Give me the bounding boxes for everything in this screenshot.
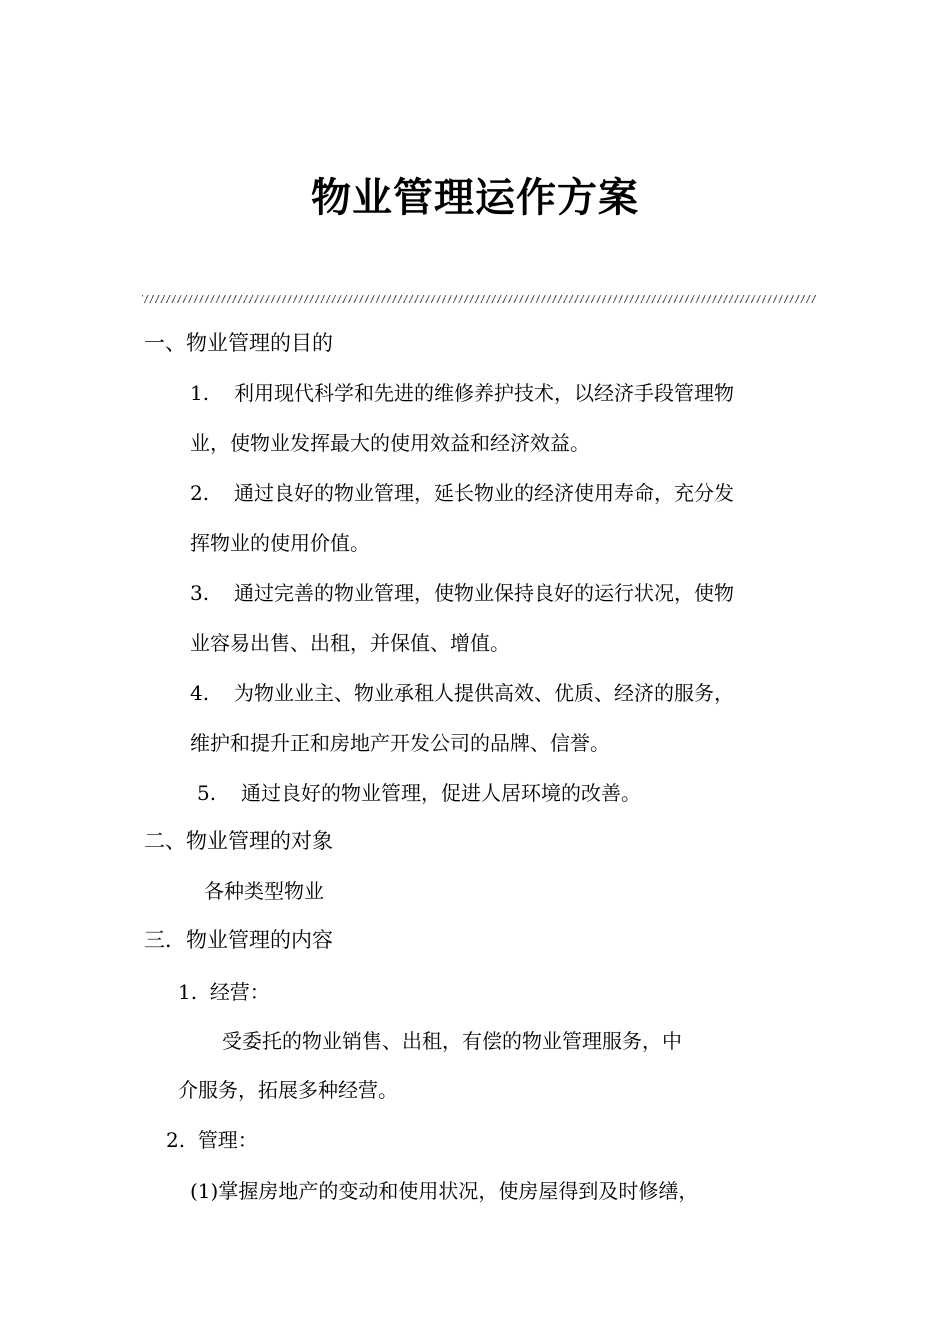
content-sub-1-line-2: 介服务，拓展多种经营。 bbox=[178, 1078, 398, 1102]
item-number: 4. bbox=[190, 681, 210, 705]
item-number: 3. bbox=[190, 581, 210, 605]
item-number: 1. bbox=[190, 381, 210, 405]
purpose-item-4-line-2: 维护和提升正和房地产开发公司的品牌、信誉。 bbox=[190, 731, 610, 755]
section-heading-purpose: 一、物业管理的目的 bbox=[144, 331, 333, 355]
purpose-item-1-line-2: 业，使物业发挥最大的使用效益和经济效益。 bbox=[190, 431, 590, 455]
decorative-divider bbox=[142, 295, 816, 303]
purpose-item-2-line-1: 2. 通过良好的物业管理，延长物业的经济使用寿命，充分发 bbox=[190, 478, 734, 508]
section-heading-objects: 二、物业管理的对象 bbox=[144, 829, 333, 853]
item-number: 2. bbox=[190, 481, 210, 505]
purpose-item-5-line-1: 5. 通过良好的物业管理，促进人居环境的改善。 bbox=[197, 778, 641, 808]
objects-text: 各种类型物业 bbox=[204, 879, 324, 903]
item-number: 5. bbox=[197, 781, 217, 805]
content-sub-2-line-1: (1)掌握房地产的变动和使用状况，使房屋得到及时修缮， bbox=[190, 1179, 699, 1203]
purpose-item-3-line-1: 3. 通过完善的物业管理，使物业保持良好的运行状况，使物 bbox=[190, 578, 734, 608]
purpose-item-2-line-2: 挥物业的使用价值。 bbox=[190, 531, 370, 555]
purpose-item-1-line-1: 1. 利用现代科学和先进的维修养护技术，以经济手段管理物 bbox=[190, 378, 734, 408]
item-number: 1. bbox=[178, 980, 198, 1004]
document-title: 物业管理运作方案 bbox=[311, 175, 639, 221]
content-sub-1-label: 1. 经营： bbox=[178, 980, 270, 1004]
purpose-item-4-line-1: 4. 为物业业主、物业承租人提供高效、优质、经济的服务， bbox=[190, 678, 734, 708]
purpose-item-3-line-2: 业容易出售、出租，并保值、增值。 bbox=[190, 631, 510, 655]
content-sub-1-line-1: 受委托的物业销售、出租，有偿的物业管理服务，中 bbox=[222, 1029, 682, 1053]
content-sub-2-label: 2. 管理： bbox=[166, 1128, 258, 1152]
section-heading-content: 三．物业管理的内容 bbox=[144, 928, 333, 952]
item-number: 2. bbox=[166, 1128, 186, 1152]
